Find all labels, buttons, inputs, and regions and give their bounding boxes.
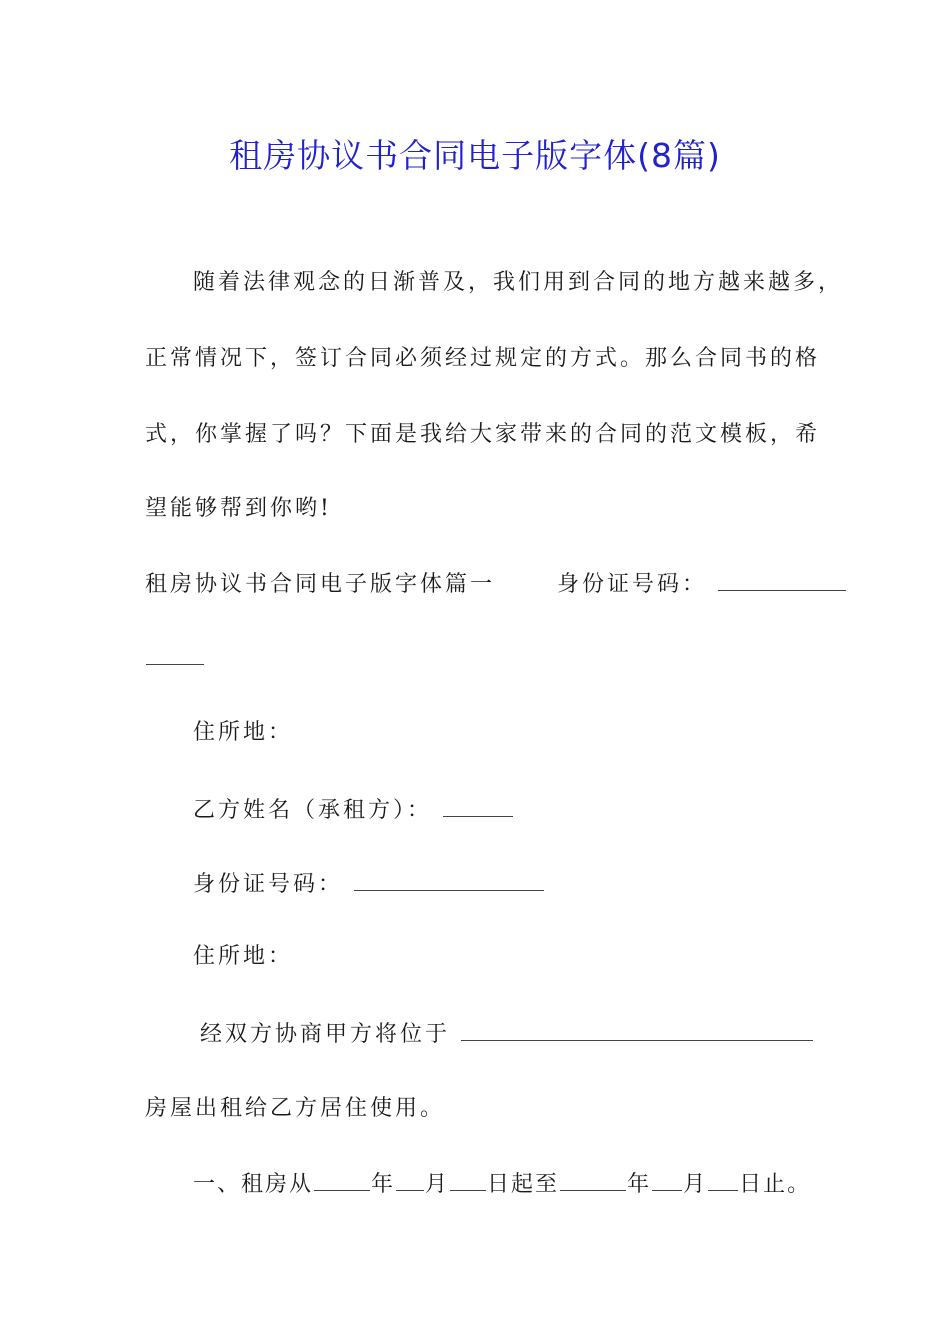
document-title: 租房协议书合同电子版字体(8篇) <box>229 136 721 175</box>
section-heading-row <box>145 568 847 600</box>
end-month-blank <box>652 1168 682 1191</box>
id-number-blank-continued <box>145 642 205 674</box>
term-year2-label: 年 <box>627 1172 652 1197</box>
section-heading: 租房协议书合同电子版字体篇一 <box>145 572 496 597</box>
start-year-blank <box>314 1168 370 1191</box>
clause-intro-end: 房屋出租给乙方居住使用。 <box>145 1096 446 1121</box>
term-day-to-label: 日止。 <box>739 1172 812 1197</box>
intro-line-4: 望能够帮到你哟! <box>145 496 332 521</box>
end-day-blank <box>708 1168 738 1191</box>
party-b-name-blank <box>443 794 513 817</box>
term-prefix: 一、租房从 <box>193 1172 314 1197</box>
property-location-blank <box>461 1018 813 1041</box>
clause-intro-row <box>200 1018 814 1050</box>
id-number-blank-a-tail <box>146 642 204 665</box>
start-day-blank <box>450 1168 486 1191</box>
id-number-row-b <box>193 868 545 900</box>
term-year-label: 年 <box>371 1172 396 1197</box>
term-row <box>193 1168 811 1200</box>
intro-line-1: 随着法律观念的日渐普及，我们用到合同的地方越来越多， <box>193 270 844 295</box>
clause-intro: 经双方协商甲方将位于 <box>200 1022 451 1047</box>
intro-line-2: 正常情况下，签订合同必须经过规定的方式。那么合同书的格 <box>145 346 821 371</box>
id-number-blank-b <box>354 868 544 891</box>
id-number-label-b: 身份证号码： <box>193 872 344 897</box>
address-label-b: 住所地： <box>193 944 294 969</box>
intro-line-3: 式，你掌握了吗？下面是我给大家带来的合同的范文模板，希 <box>145 422 821 447</box>
end-year-blank <box>560 1168 626 1191</box>
term-month2-label: 月 <box>683 1172 708 1197</box>
party-b-label: 乙方姓名（承租方）： <box>193 798 433 823</box>
term-day-from-label: 日起至 <box>487 1172 560 1197</box>
term-month-label: 月 <box>425 1172 450 1197</box>
id-number-blank-a <box>718 568 846 591</box>
address-label-a: 住所地： <box>193 720 294 745</box>
id-number-label-a: 身份证号码： <box>557 572 708 597</box>
party-b-row <box>193 794 514 826</box>
start-month-blank <box>396 1168 424 1191</box>
